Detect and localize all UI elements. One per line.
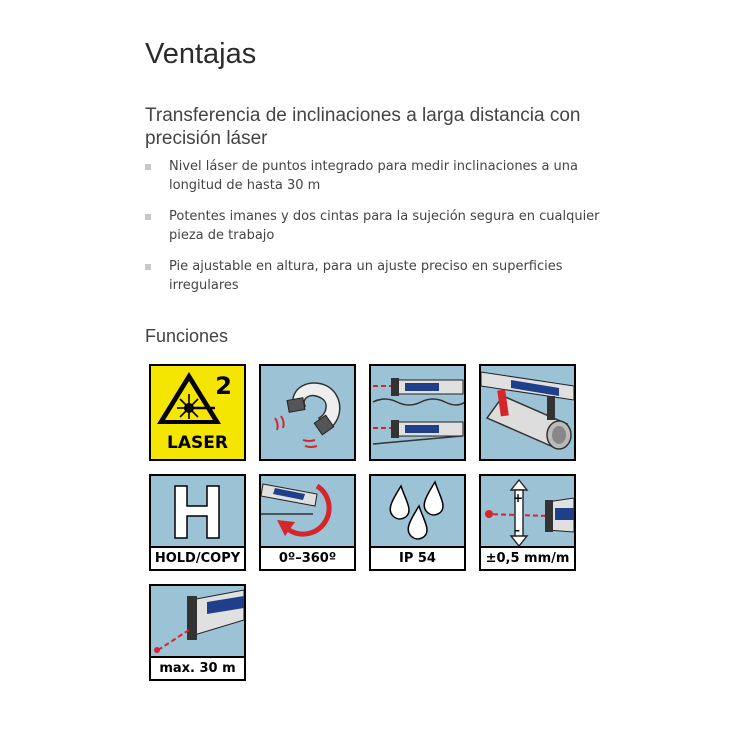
accuracy-label: ±0,5 mm/m	[481, 546, 574, 569]
svg-text:–: –	[514, 523, 520, 537]
laser-range-icon	[149, 584, 246, 681]
magnet-icon	[259, 364, 356, 461]
hold-copy-icon	[149, 474, 246, 571]
advantages-list	[145, 157, 625, 307]
rotation-label: 0º–360º	[261, 546, 354, 569]
range-label: max. 30 m	[151, 656, 244, 679]
rotation-icon	[259, 474, 356, 571]
section-title: Funciones	[145, 326, 229, 346]
accuracy-icon	[479, 474, 576, 571]
water-drops-icon	[369, 474, 466, 571]
laser-label: LASER	[167, 433, 228, 453]
list-item: Pie ajustable en altura, para un ajuste preciso en superficies irregulares	[145, 257, 625, 295]
subtitle: Transferencia de inclinaciones a larga distancia con precisión láser	[145, 105, 581, 149]
page-title: Ventajas	[145, 38, 257, 70]
level-transfer-icon	[369, 364, 466, 461]
ip-rating-label: IP 54	[371, 546, 464, 569]
laser-warning-icon	[149, 364, 246, 461]
bullet-square-icon	[145, 164, 151, 170]
svg-text:+: +	[513, 491, 524, 505]
list-item: Potentes imanes y dos cintas para la sujeción segura en cualquier pieza de trabajo	[145, 207, 625, 245]
list-item: Nivel láser de puntos integrado para medir inclinaciones a una longitud de hasta 30 m	[145, 157, 625, 195]
hold-copy-label: HOLD/COPY	[151, 546, 244, 569]
laser-class-number: 2	[215, 372, 232, 400]
bullet-square-icon	[145, 264, 151, 270]
bullet-square-icon	[145, 214, 151, 220]
pipe-mount-icon	[479, 364, 576, 461]
